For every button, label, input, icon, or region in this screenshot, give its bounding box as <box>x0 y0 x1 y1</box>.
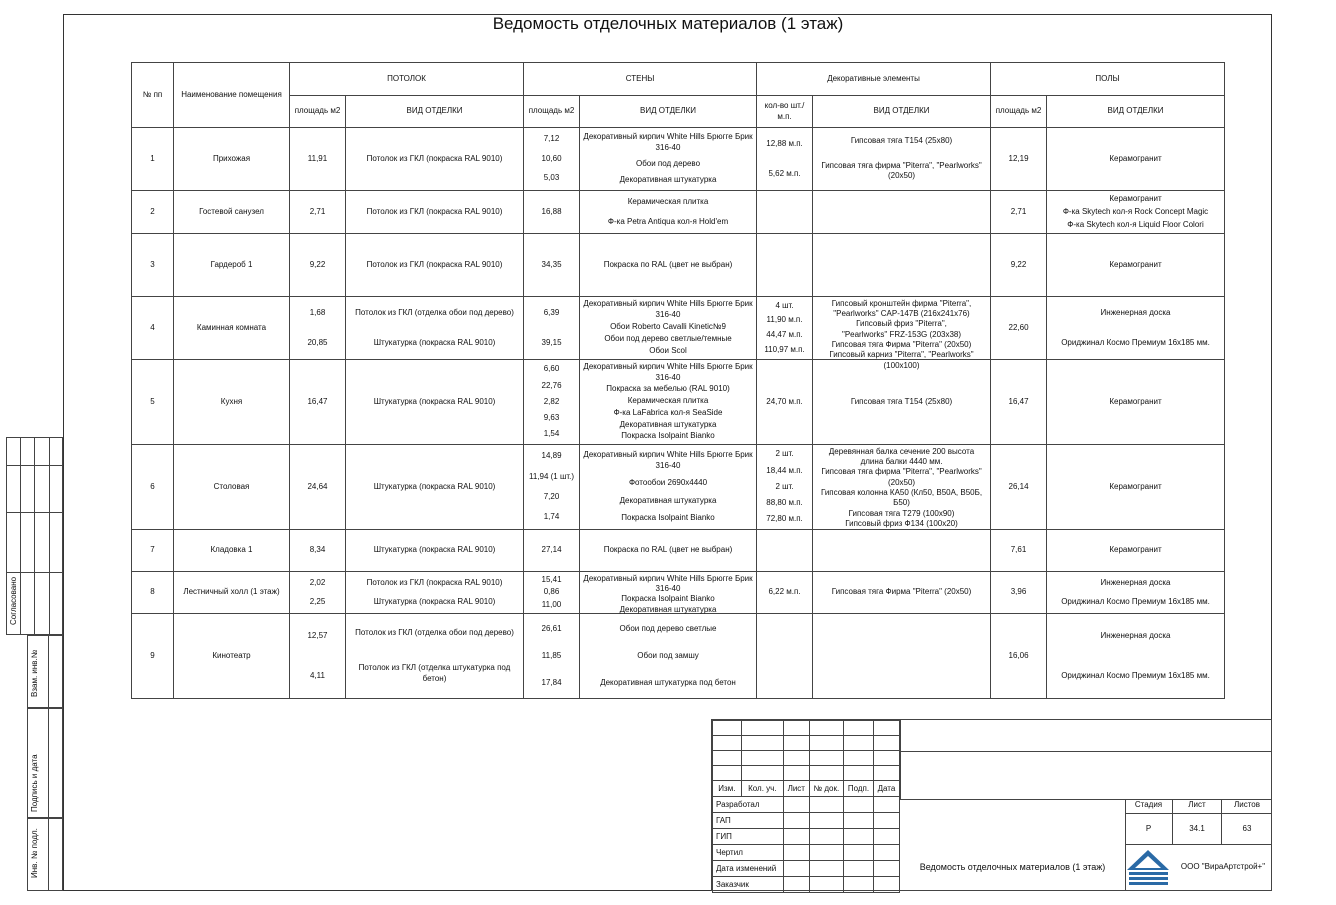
doc-title: Ведомость отделочных материалов (1 этаж) <box>919 862 1106 872</box>
cell-f-finish: Инженерная доска Ориджинал Космо Премиум 16х185 мм. <box>1047 614 1225 699</box>
cell-f-finish: Инженерная доска Ориджинал Космо Премиум 16х185 мм. <box>1047 297 1225 360</box>
header-decor-qty: кол-во шт./м.п. <box>757 96 813 128</box>
cell-f-finish: Керамогранит <box>1047 128 1225 191</box>
table-row <box>132 128 1225 191</box>
cell-room: Кухня <box>174 360 290 445</box>
cell-f-area: 12,19 <box>991 128 1047 191</box>
header-num: № пп <box>132 63 174 128</box>
cell-f-finish: Керамогранит <box>1047 445 1225 530</box>
cell-d-finish: Гипсовая тяга Т154 (25х80) <box>813 360 991 445</box>
cell-f-area: 3,96 <box>991 572 1047 614</box>
header-ceiling-finish: ВИД ОТДЕЛКИ <box>346 96 524 128</box>
cell-d-finish <box>813 614 991 699</box>
cell-d-qty: 12,88 м.п. 5,62 м.п. <box>757 128 813 191</box>
revision-col-header: Подп. <box>844 781 874 797</box>
role-label: ГАП <box>713 813 784 829</box>
cell-f-finish: Инженерная доска Ориджинал Космо Премиум 16х185 мм. <box>1047 572 1225 614</box>
side-agreed-label: Согласовано <box>9 576 18 625</box>
sheets-header: Листов <box>1234 800 1260 809</box>
cell-num: 2 <box>132 191 174 234</box>
header-floors-area: площадь м2 <box>991 96 1047 128</box>
cell-f-finish: Керамогранит <box>1047 234 1225 297</box>
company-name: ООО "ВираАртстрой+" <box>1180 862 1266 871</box>
cell-w-finish: Декоративный кирпич White Hills Брюгге Брик 316-40 Покраска за мебелью (RAL 9010) Керамическая плитка Ф-ка LaFabrica кол-я SeaSide Декоративная штукатурка Покраска Isolpaint Bianko <box>580 360 757 445</box>
cell-d-qty: 2 шт. 18,44 м.п. 2 шт. 88,80 м.п. 72,80 м.п. <box>757 445 813 530</box>
revision-col-header: Изм. <box>713 781 742 797</box>
cell-d-finish <box>813 530 991 572</box>
cell-c-area: 2,02 2,25 <box>290 572 346 614</box>
finishing-materials-table <box>131 62 1225 699</box>
header-ceiling-area: площадь м2 <box>290 96 346 128</box>
page-title: Ведомость отделочных материалов (1 этаж) <box>492 14 844 33</box>
header-walls: СТЕНЫ <box>524 63 757 96</box>
stage-header: Стадия <box>1134 800 1163 809</box>
stage-value: Р <box>1145 824 1152 833</box>
cell-w-area: 6,60 22,76 2,82 9,63 1,54 <box>524 360 580 445</box>
cell-d-qty <box>757 191 813 234</box>
cell-room: Кинотеатр <box>174 614 290 699</box>
header-decor-finish: ВИД ОТДЕЛКИ <box>813 96 991 128</box>
cell-room: Столовая <box>174 445 290 530</box>
cell-num: 8 <box>132 572 174 614</box>
cell-d-qty <box>757 614 813 699</box>
cell-room: Каминная комната <box>174 297 290 360</box>
role-label: Дата изменений <box>713 861 784 877</box>
cell-w-area: 27,14 <box>524 530 580 572</box>
header-walls-finish: ВИД ОТДЕЛКИ <box>580 96 757 128</box>
cell-d-finish <box>813 234 991 297</box>
cell-d-finish <box>813 191 991 234</box>
cell-d-qty: 4 шт. 11,90 м.п. 44,47 м.п. 110,97 м.п. <box>757 297 813 360</box>
sheet-value: 34.1 <box>1189 824 1205 833</box>
revision-col-header: Лист <box>783 781 809 797</box>
cell-c-finish: Потолок из ГКЛ (отделка обои под дерево) Потолок из ГКЛ (отделка штукатурка под бетон) <box>346 614 524 699</box>
cell-f-area: 16,47 <box>991 360 1047 445</box>
table-row <box>132 530 1225 572</box>
header-walls-area: площадь м2 <box>524 96 580 128</box>
sheet-header: Лист <box>1188 800 1206 809</box>
cell-num: 3 <box>132 234 174 297</box>
role-label: Заказчик <box>713 877 784 893</box>
cell-w-finish: Декоративный кирпич White Hills Брюгге Брик 316-40 Обои Roberto Cavalli Kinetic№9 Обои под дерево светлые/темные Обои Scol <box>580 297 757 360</box>
cell-num: 1 <box>132 128 174 191</box>
cell-c-area: 2,71 <box>290 191 346 234</box>
cell-d-finish: Гипсовый кронштейн фирма "Piterra", "Pearlworks" CAP-147B (216х241х76) Гипсовый фриз "Piterra", "Pearlworks" FRZ-153G (203х38) Гипсовая тяга Фирма "Piterra" (20х50) Гипсовый карниз "Piterra", "Pearlworks" (100х100) <box>813 297 991 360</box>
cell-d-finish: Деревянная балка сечение 200 высота длина балки 4440 мм. Гипсовая тяга фирма "Piterra", "Pearlworks" (20х50) Гипсовая колонна КА50 (Кл50, В50А, В50Б, Б50) Гипсовая тяга Т279 (100х90) Гипсовый фриз Ф134 (100х20) <box>813 445 991 530</box>
cell-c-finish: Потолок из ГКЛ (покраска RAL 9010) Штукатурка (покраска RAL 9010) <box>346 572 524 614</box>
cell-w-finish: Обои под дерево светлые Обои под замшу Декоративная штукатурка под бетон <box>580 614 757 699</box>
cell-w-area: 34,35 <box>524 234 580 297</box>
cell-room: Гостевой санузел <box>174 191 290 234</box>
cell-w-area: 15,41 0,86 11,00 <box>524 572 580 614</box>
cell-c-area: 8,34 <box>290 530 346 572</box>
cell-num: 7 <box>132 530 174 572</box>
revision-col-header: Кол. уч. <box>741 781 783 797</box>
cell-c-area: 1,68 20,85 <box>290 297 346 360</box>
cell-w-area: 14,89 11,94 (1 шт.) 7,20 1,74 <box>524 445 580 530</box>
cell-d-qty: 6,22 м.п. <box>757 572 813 614</box>
role-label: Разработал <box>713 797 784 813</box>
cell-c-area: 16,47 <box>290 360 346 445</box>
cell-w-finish: Керамическая плитка Ф-ка Petra Antiqua кол-я Hold'em <box>580 191 757 234</box>
side-inv-repl-label: Взам. инв.№ <box>30 649 39 697</box>
cell-d-qty <box>757 530 813 572</box>
cell-w-finish: Покраска по RAL (цвет не выбран) <box>580 234 757 297</box>
cell-c-finish: Потолок из ГКЛ (покраска RAL 9010) <box>346 234 524 297</box>
role-label: ГИП <box>713 829 784 845</box>
cell-f-area: 16,06 <box>991 614 1047 699</box>
table-row <box>132 360 1225 445</box>
sheets-value: 63 <box>1242 824 1252 833</box>
cell-f-area: 22,60 <box>991 297 1047 360</box>
cell-c-finish: Потолок из ГКЛ (отделка обои под дерево) Штукатурка (покраска RAL 9010) <box>346 297 524 360</box>
title-block-revisions <box>712 720 900 893</box>
cell-w-area: 26,61 11,85 17,84 <box>524 614 580 699</box>
cell-w-area: 16,88 <box>524 191 580 234</box>
company-logo <box>1127 848 1170 888</box>
cell-f-area: 7,61 <box>991 530 1047 572</box>
cell-c-area: 9,22 <box>290 234 346 297</box>
cell-d-qty <box>757 234 813 297</box>
table-row <box>132 614 1225 699</box>
side-inv-orig-label: Инв. № подл. <box>30 828 39 878</box>
cell-d-finish: Гипсовая тяга Т154 (25х80) Гипсовая тяга фирма "Piterra", "Pearlworks" (20х50) <box>813 128 991 191</box>
header-decor: Декоративные элементы <box>757 63 991 96</box>
revision-col-header: № док. <box>809 781 843 797</box>
cell-c-finish: Потолок из ГКЛ (покраска RAL 9010) <box>346 128 524 191</box>
table-row <box>132 445 1225 530</box>
header-room: Наименование помещения <box>174 63 290 128</box>
cell-room: Лестничный холл (1 этаж) <box>174 572 290 614</box>
header-floors: ПОЛЫ <box>991 63 1225 96</box>
cell-room: Гардероб 1 <box>174 234 290 297</box>
cell-d-finish: Гипсовая тяга Фирма "Piterra" (20х50) <box>813 572 991 614</box>
cell-w-area: 7,12 10,60 5,03 <box>524 128 580 191</box>
cell-num: 9 <box>132 614 174 699</box>
cell-w-finish: Покраска по RAL (цвет не выбран) <box>580 530 757 572</box>
role-label: Чертил <box>713 845 784 861</box>
cell-f-finish: Керамогранит <box>1047 360 1225 445</box>
table-row <box>132 572 1225 614</box>
header-floors-finish: ВИД ОТДЕЛКИ <box>1047 96 1225 128</box>
table-row <box>132 191 1225 234</box>
cell-room: Прихожая <box>174 128 290 191</box>
cell-room: Кладовка 1 <box>174 530 290 572</box>
cell-f-finish: Керамогранит Ф-ка Skytech кол-я Rock Concept Magic Ф-ка Skytech кол-я Liquid Floor Colori <box>1047 191 1225 234</box>
cell-f-finish: Керамогранит <box>1047 530 1225 572</box>
cell-f-area: 2,71 <box>991 191 1047 234</box>
title-block <box>711 719 1272 891</box>
cell-c-finish: Штукатурка (покраска RAL 9010) <box>346 530 524 572</box>
cell-w-finish: Декоративный кирпич White Hills Брюгге Брик 316-40 Обои под дерево Декоративная штукатурка <box>580 128 757 191</box>
table-row <box>132 234 1225 297</box>
cell-num: 5 <box>132 360 174 445</box>
cell-c-area: 12,57 4,11 <box>290 614 346 699</box>
revision-col-header: Дата <box>873 781 899 797</box>
cell-c-finish: Потолок из ГКЛ (покраска RAL 9010) <box>346 191 524 234</box>
table-row <box>132 297 1225 360</box>
cell-num: 4 <box>132 297 174 360</box>
cell-c-area: 24,64 <box>290 445 346 530</box>
header-ceiling: ПОТОЛОК <box>290 63 524 96</box>
cell-f-area: 9,22 <box>991 234 1047 297</box>
cell-num: 6 <box>132 445 174 530</box>
cell-w-area: 6,39 39,15 <box>524 297 580 360</box>
cell-w-finish: Декоративный кирпич White Hills Брюгге Брик 316-40 Покраска Isolpaint Bianko Декоративная штукатурка <box>580 572 757 614</box>
cell-f-area: 26,14 <box>991 445 1047 530</box>
side-sign-date-label: Подпись и дата <box>30 754 39 812</box>
cell-c-finish: Штукатурка (покраска RAL 9010) <box>346 445 524 530</box>
cell-c-finish: Штукатурка (покраска RAL 9010) <box>346 360 524 445</box>
cell-w-finish: Декоративный кирпич White Hills Брюгге Брик 316-40 Фотообои 2690х4440 Декоративная штукатурка Покраска Isolpaint Bianko <box>580 445 757 530</box>
cell-c-area: 11,91 <box>290 128 346 191</box>
cell-d-qty: 24,70 м.п. <box>757 360 813 445</box>
